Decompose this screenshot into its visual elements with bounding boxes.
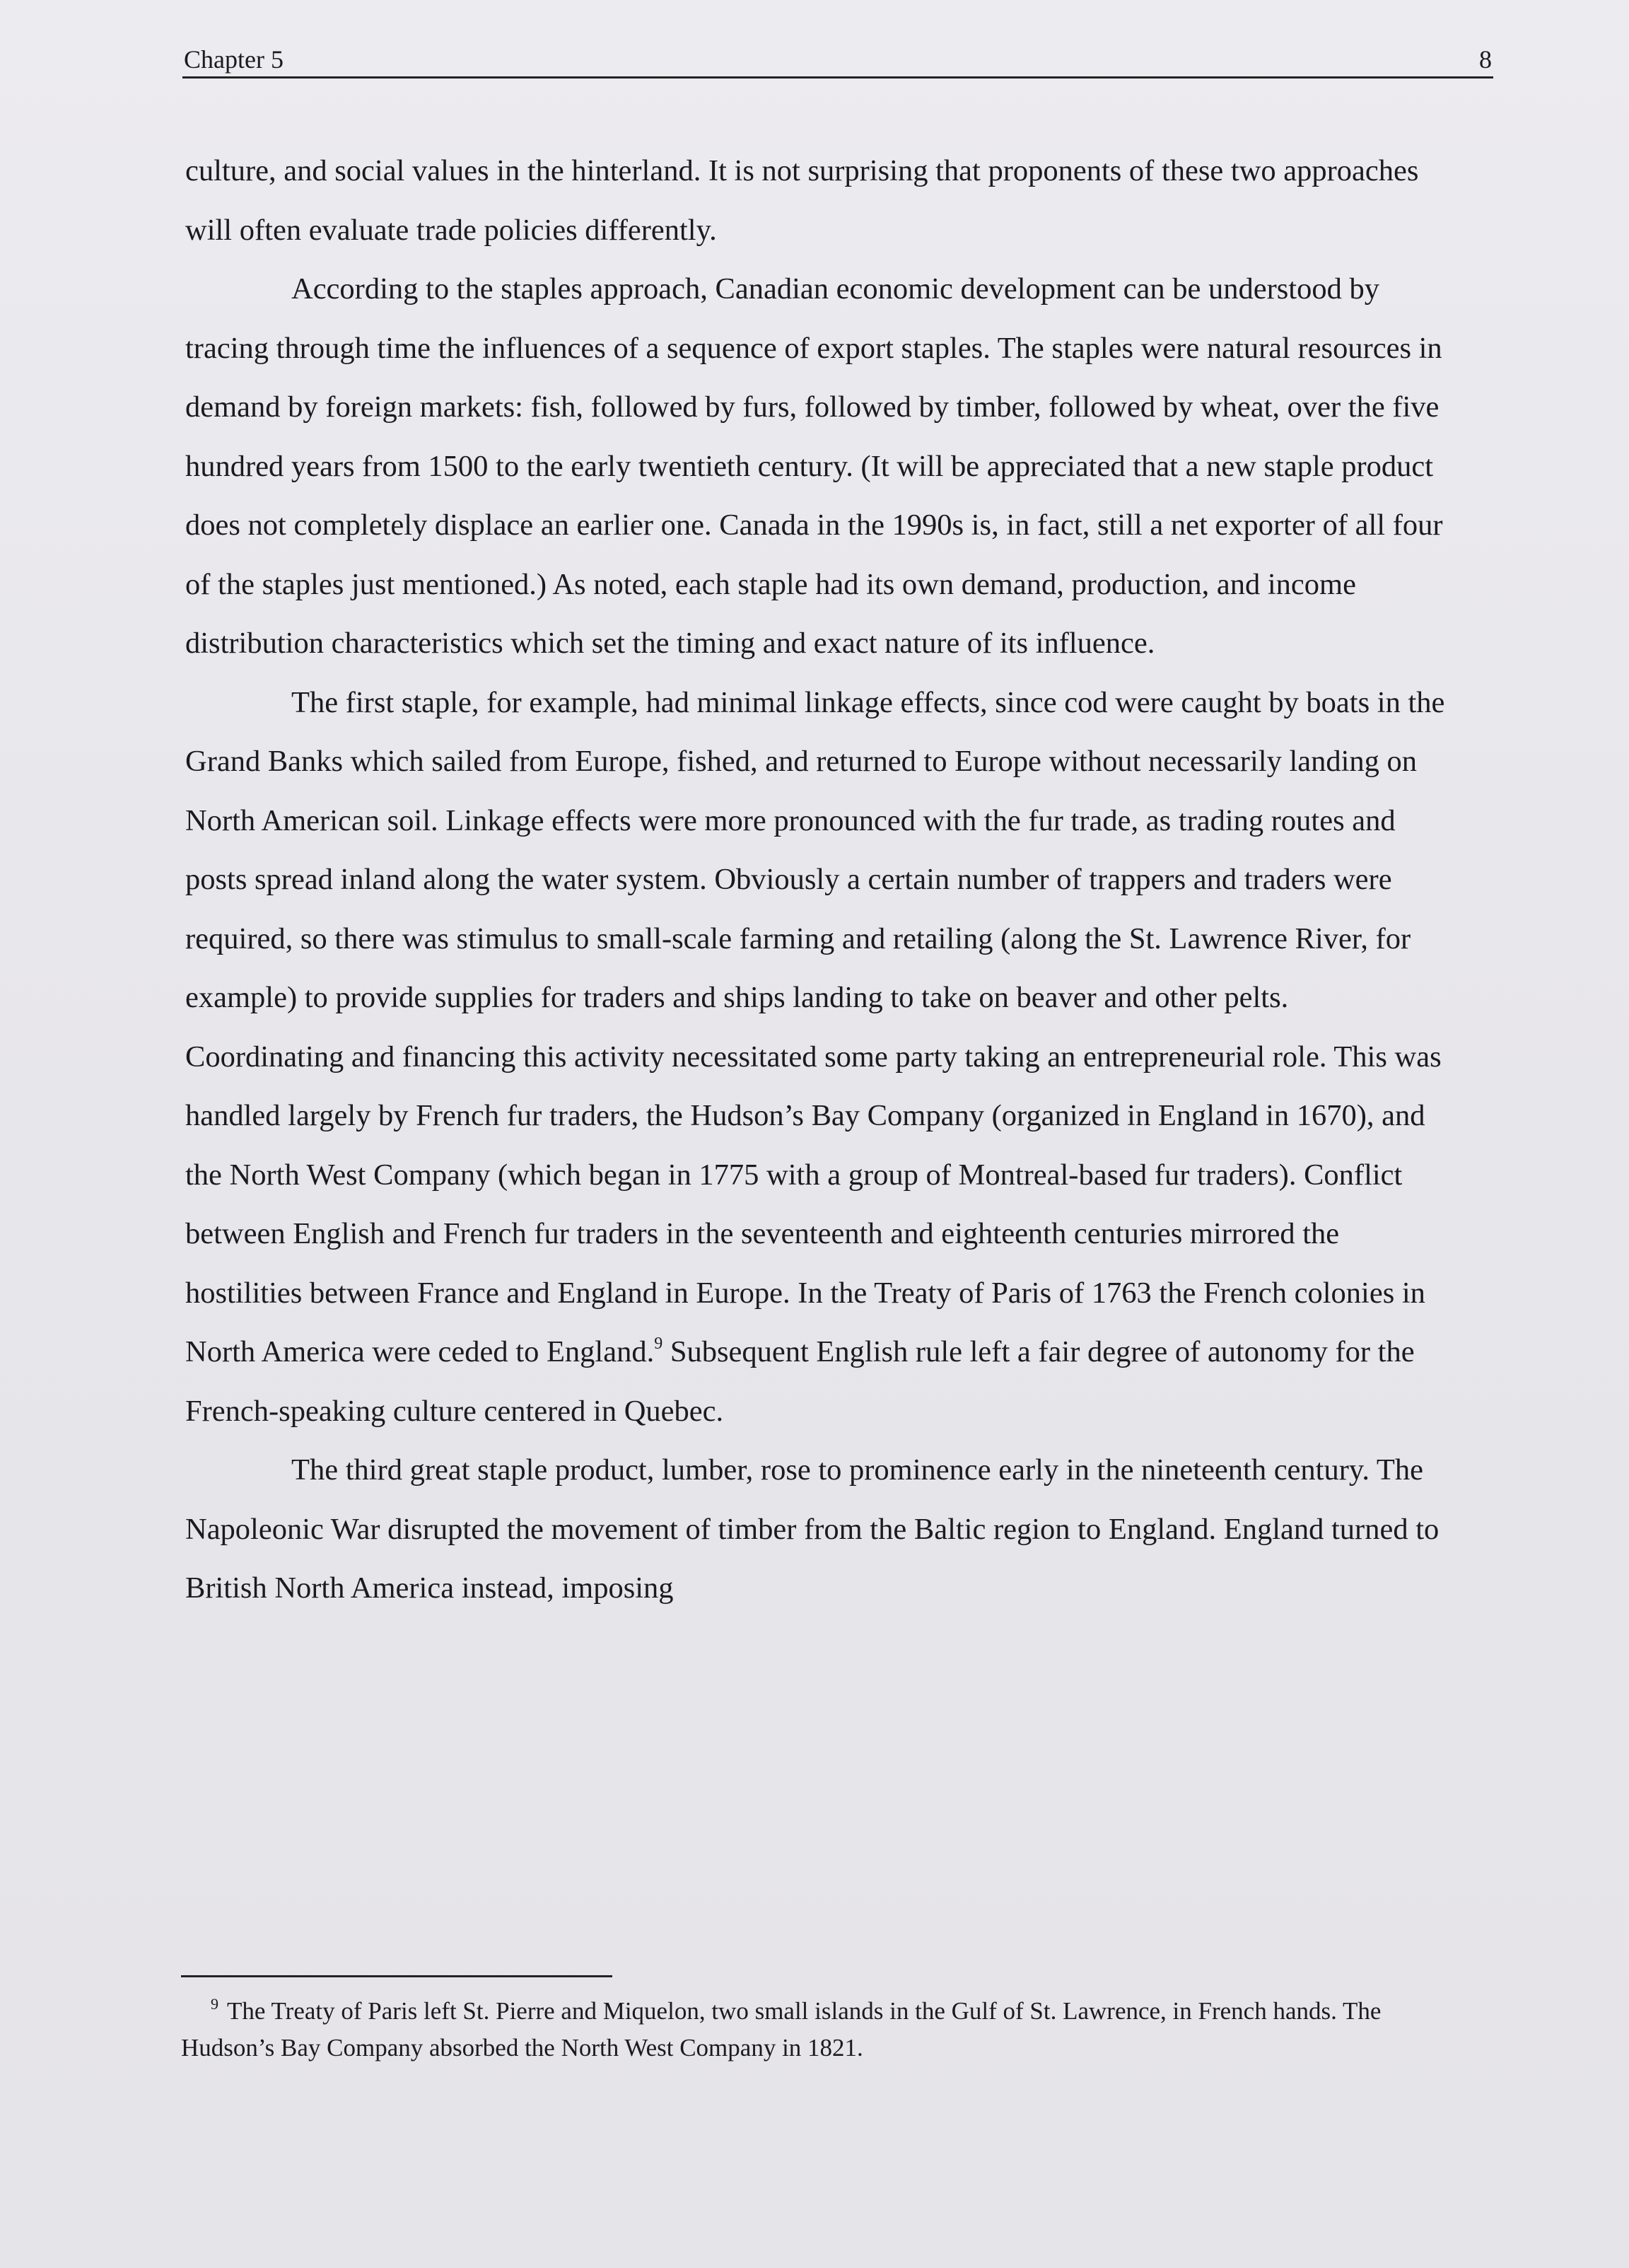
page-header — [184, 41, 1492, 78]
footnote-rule — [181, 1975, 612, 1977]
footnote — [181, 1993, 1440, 2066]
paragraph-first-staple-tail: Subsequent English rule left a fair degree of autonomy for the French-speaking culture centered in Quebec. — [185, 1335, 1415, 1428]
paragraph-third-staple: The third great staple product, lumber, rose to prominence early in the nineteenth century. The Napoleonic War disrupted the movement of timber from the Baltic region to England. England turned to British North America instead, imposing — [185, 1453, 1440, 1605]
page-number: 8 — [1479, 45, 1492, 74]
body-text — [185, 141, 1451, 1618]
header-rule — [182, 76, 1493, 78]
footnote-mark: 9 — [211, 1995, 218, 2013]
paragraph-continued: culture, and social values in the hinterland. It is not surprising that proponents of these two approaches will often evaluate trade policies differently. — [185, 154, 1419, 247]
footnote-reference: 9 — [654, 1334, 663, 1353]
chapter-label: Chapter 5 — [184, 45, 284, 74]
paragraph-first-staple — [185, 673, 1451, 1441]
footnote-text: The Treaty of Paris left St. Pierre and Miquelon, two small islands in the Gulf of St. Lawrence, in French hands. The Hudson’s Bay Company absorbed the North West Company in 1821. — [181, 1997, 1382, 2061]
paragraph-first-staple-text: The first staple, for example, had minimal linkage effects, since cod were caught by boats in the Grand Banks which sailed from Europe, fished, and returned to Europe without necessarily landing on North American soil. Linkage effects were more pronounced with the fur trade, as trading routes and posts spread inland along the water system. Obviously a certain number of trappers and traders were required, so there was stimulus to small-scale farming and retailing (along the St. Lawrence River, for example) to provide supplies for traders and ships landing to take on beaver and other pelts. Coordinating and financing this activity necessitated some party taking an entrepreneurial role. This was handled largely by French fur traders, the Hudson’s Bay Company (organized in England in 1670), and the North West Company (which began in 1775 with a group of Montreal-based fur traders). Conflict between English and French fur traders in the seventeenth and eighteenth centuries mirrored the hostilities between France and England in Europe. In the Treaty of Paris of 1763 the French colonies in North America were ceded to England. — [185, 685, 1445, 1368]
paragraph-staples-approach: According to the staples approach, Canadian economic development can be understood by tracing through time the influences of a sequence of export staples. The staples were natural resources in demand by foreign markets: fish, followed by furs, followed by timber, followed by wheat, over the five hundred years from 1500 to the early twentieth century. (It will be appreciated that a new staple product does not completely displace an earlier one. Canada in the 1990s is, in fact, still a net exporter of all four of the staples just mentioned.) As noted, each staple had its own demand, production, and income distribution characteristics which set the timing and exact nature of its influence. — [185, 272, 1443, 660]
